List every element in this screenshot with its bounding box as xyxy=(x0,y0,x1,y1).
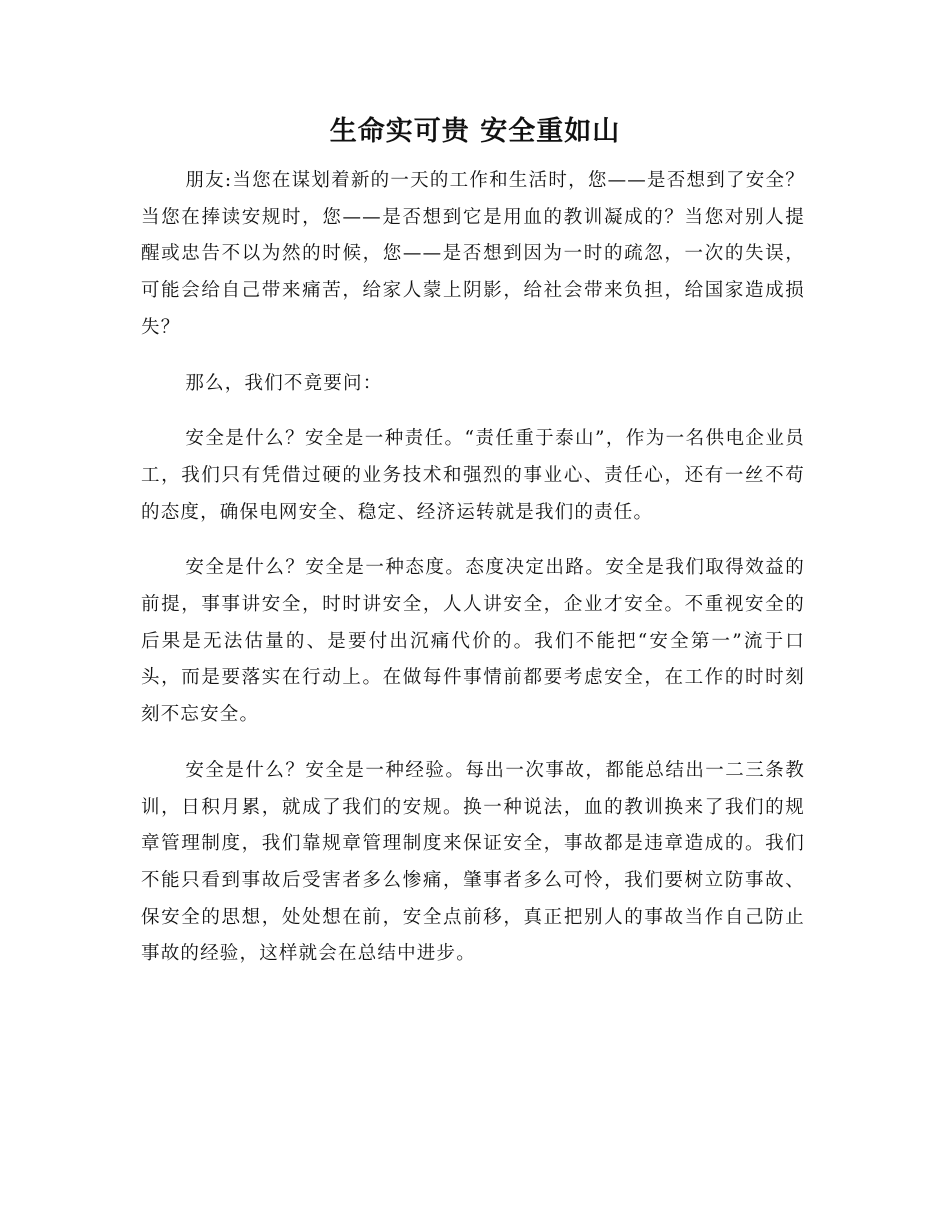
paragraph-experience: 安全是什么？安全是一种经验。每出一次事故，都能总结出一二三条教训，日积月累，就成了我们的安规。换一种说法，血的教训换来了我们的规章管理制度，我们靠规章管理制度来保证安全，事故都是违章造成的。我们不能只看到事故后受害者多么惨痛，肇事者多么可怜，我们要树立防事故、保安全的思想，处处想在前，安全点前移，真正把别人的事故当作自己防止事故的经验，这样就会在总结中进步。 xyxy=(141,759,805,965)
paragraph-attitude: 安全是什么？安全是一种态度。态度决定出路。安全是我们取得效益的前提，事事讲安全，时时讲安全，人人讲安全，企业才安全。不重视安全的后果是无法估量的、是要付出沉痛代价的。我们不能把“安全第一”流于口头，而是要落实在行动上。在做每件事情前都要考虑安全，在工作的时时刻刻不忘安全。 xyxy=(141,557,805,726)
document-title: 生命实可贵 安全重如山 xyxy=(329,116,621,147)
document-body xyxy=(141,163,805,992)
paragraph-responsibility: 安全是什么？安全是一种责任。“责任重于泰山”，作为一名供电企业员工，我们只有凭借过硬的业务技术和强烈的事业心、责任心，还有一丝不苟的态度，确保电网安全、稳定、经济运转就是我们的责任。 xyxy=(141,428,805,523)
paragraph-question: 那么，我们不竟要问： xyxy=(185,372,383,394)
paragraph-intro: 朋友:当您在谋划着新的一天的工作和生活时，您——是否想到了安全？当您在捧读安规时，您——是否想到它是用血的教训凝成的？当您对别人提醒或忠告不以为然的时候，您——是否想到因为一时的疏忽，一次的失误，可能会给自己带来痛苦，给家人蒙上阴影，给社会带来负担，给国家造成损失？ xyxy=(141,170,805,338)
